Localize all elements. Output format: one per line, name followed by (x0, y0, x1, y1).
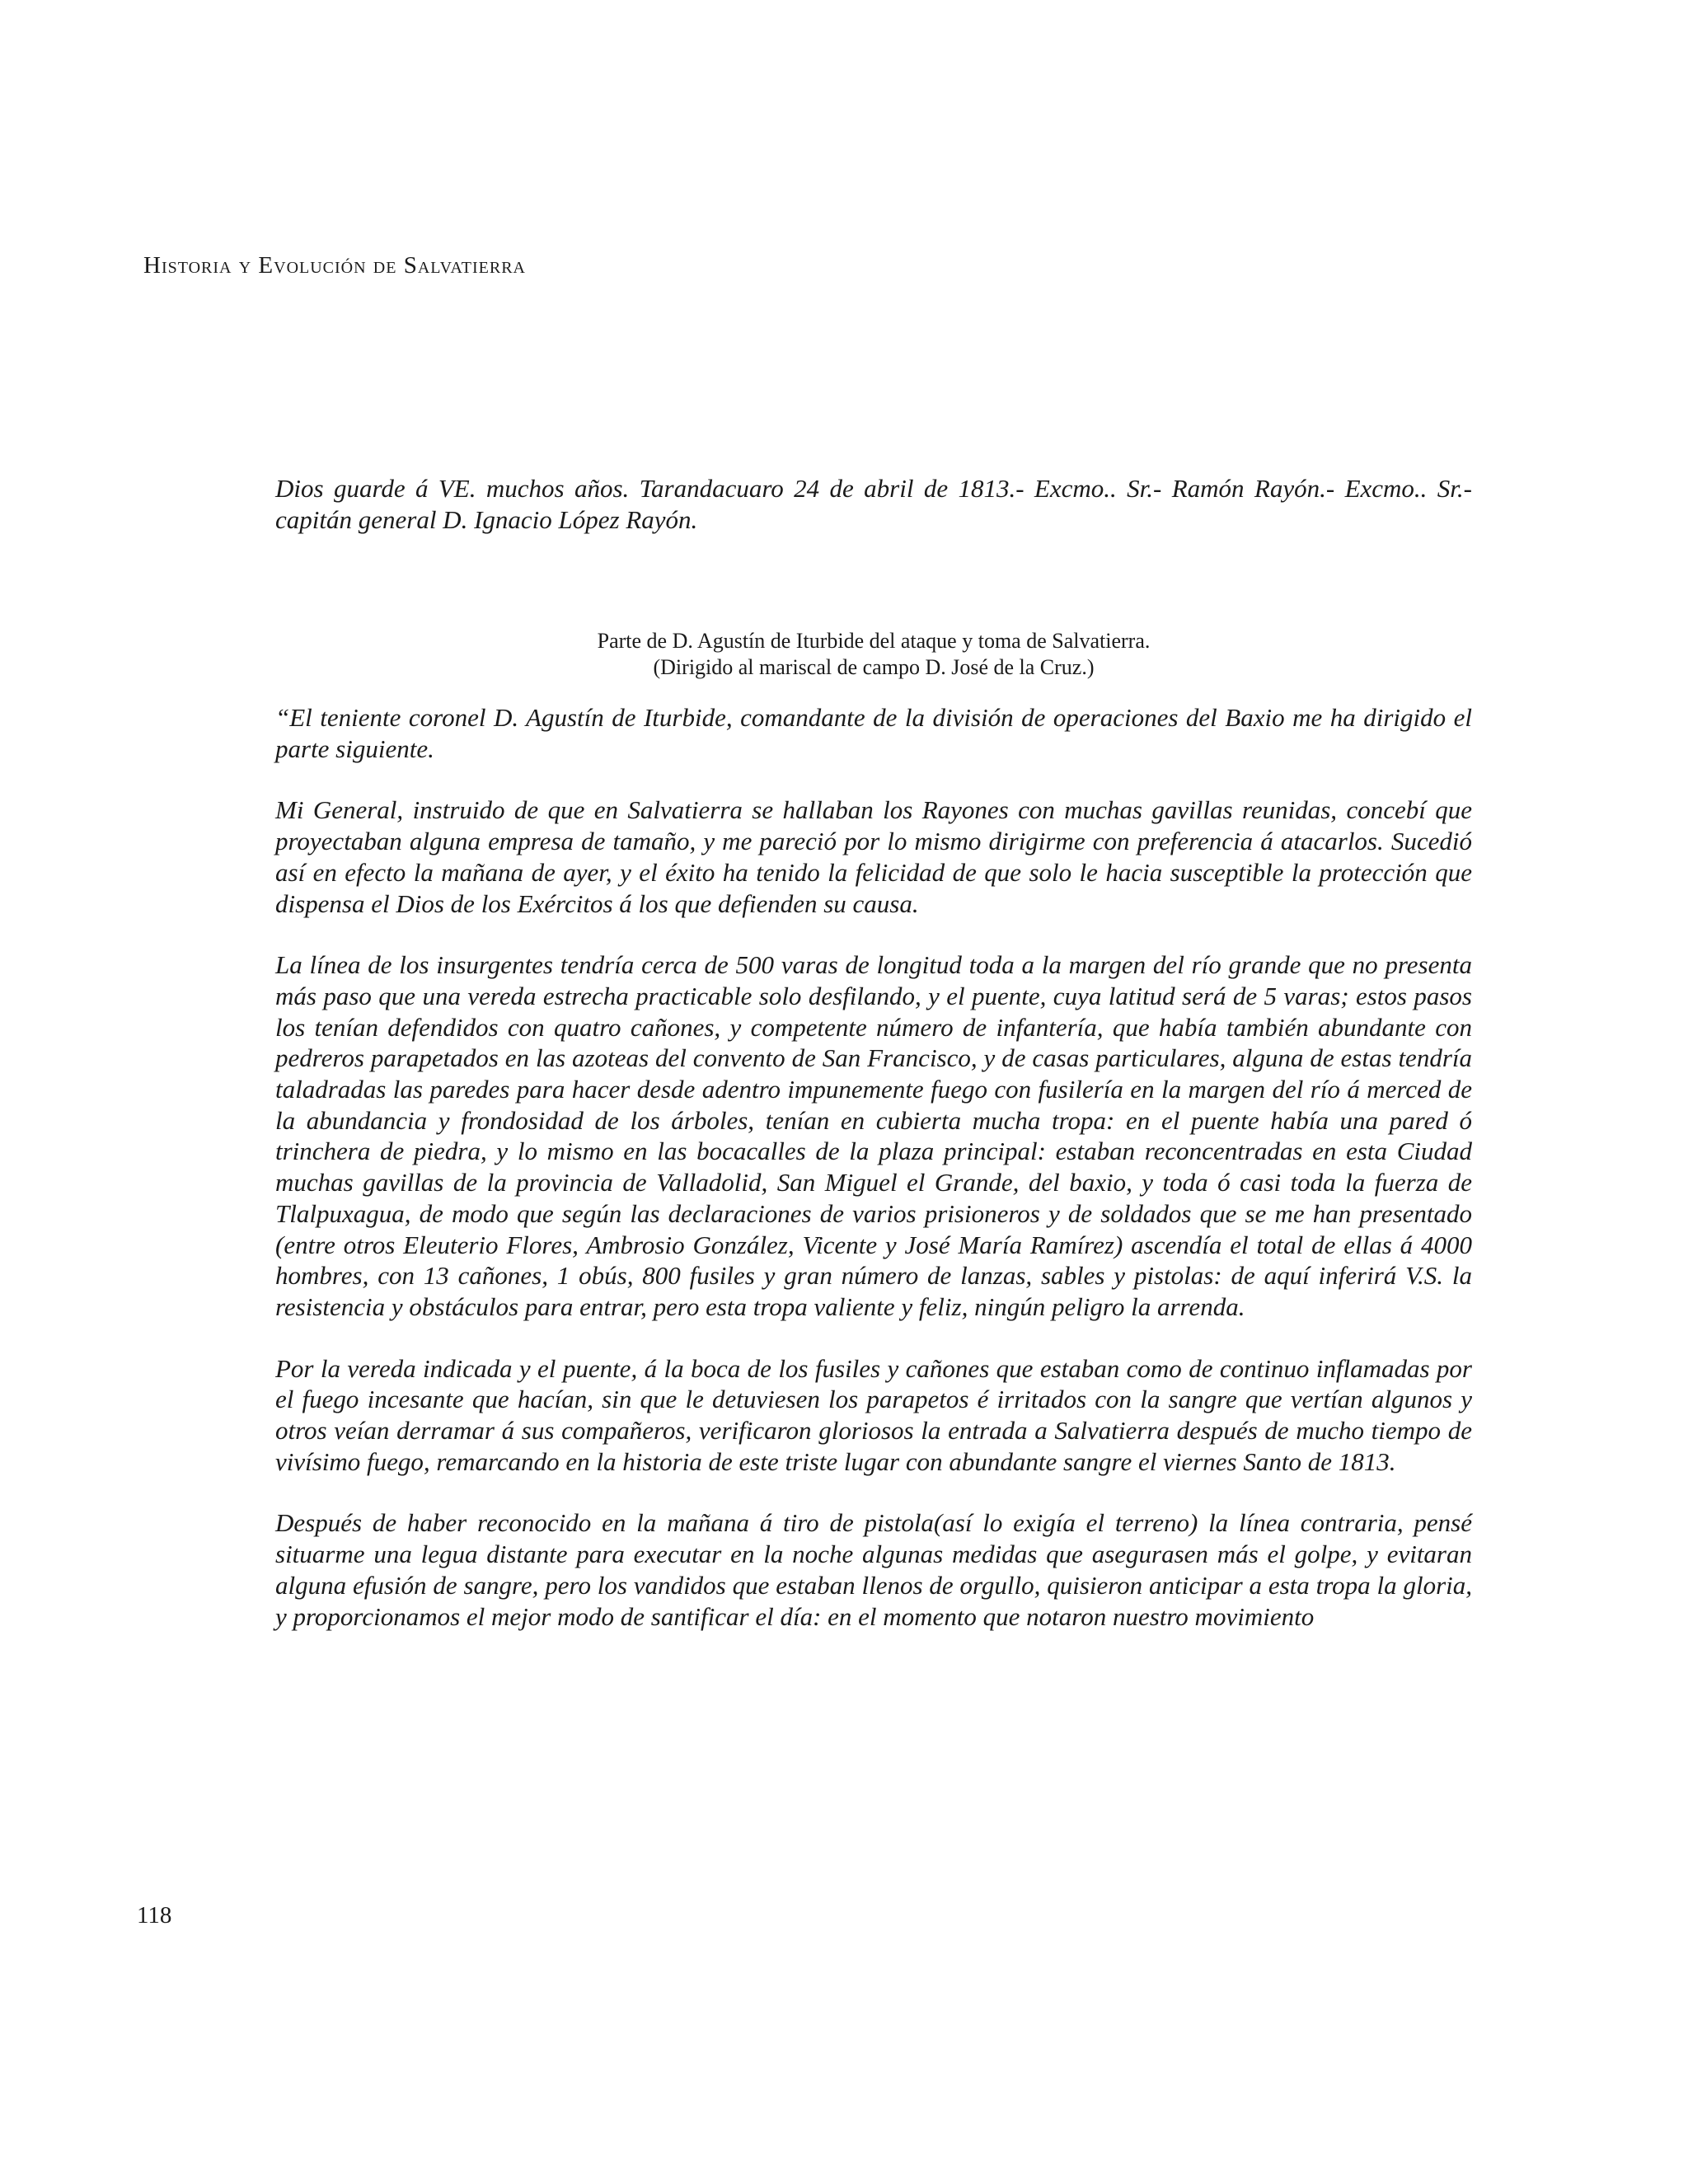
body-paragraph-4: Por la vereda indicada y el puente, á la boca de los fusiles y cañones que estaban como de continuo inflamadas por el fuego incesante que hacían, sin que le detuviesen los parapetos é irritados con la sangre que vertían algunos y otros veían derramar á sus compañeros, verificaron gloriosos la entrada a Salvatierra después de mucho tiempo de vivísimo fuego, remarcando en la historia de este triste lugar con abundante sangre el viernes Santo de 1813. (275, 1353, 1472, 1476)
document-heading (275, 628, 1472, 681)
document-heading-subtitle: (Dirigido al mariscal de campo D. José de la Cruz.) (653, 655, 1095, 679)
body-paragraph-5: Después de haber reconocido en la mañana á tiro de pistola(así lo exigía el terreno) la línea contraria, pensé situarme una legua distante para executar en la noche algunas medidas que asegurasen más el golpe, y evitaran alguna efusión de sangre, pero los vandidos que estaban llenos de orgullo, quisieron anticipar a esta tropa la gloria, y proporcionamos el mejor modo de santificar el día: en el momento que notaron nuestro movimiento (275, 1508, 1472, 1631)
body-text (275, 702, 1472, 1632)
closing-paragraph: Dios guarde á VE. muchos años. Tarandacuaro 24 de abril de 1813.- Excmo.. Sr.- Ramón Rayón.- Excmo.. Sr.- capitán general D. Ignacio López Rayón. (275, 474, 1472, 534)
body-paragraph-2: Mi General, instruido de que en Salvatierra se hallaban los Rayones con muchas gavillas reunidas, concebí que proyectaban alguna empresa de tamaño, y me pareció por lo mismo dirigirme con preferencia á atacarlos. Sucedió así en efecto la mañana de ayer, y el éxito ha tenido la felicidad de que solo le hacia susceptible la protección que dispensa el Dios de los Exércitos á los que defienden su causa. (275, 795, 1472, 918)
body-paragraph-1: “El teniente coronel D. Agustín de Iturbide, comandante de la división de operaciones del Baxio me ha dirigido el parte siguiente. (275, 703, 1472, 763)
running-head: Historia y Evolución de Salvatierra (143, 252, 526, 279)
closing-salutation (275, 473, 1472, 535)
document-heading-title: Parte de D. Agustín de Iturbide del ataque y toma de Salvatierra. (597, 629, 1151, 653)
page-number: 118 (137, 1902, 172, 1929)
body-paragraph-3: La línea de los insurgentes tendría cerca de 500 varas de longitud toda a la margen del río grande que no presenta más paso que una vereda estrecha practicable solo desfilando, y el puente, cuya latitud será de 5 varas; estos pasos los tenían defendidos con quatro cañones, y competente número de infantería, que había también abundante con pedreros parapetados en las azoteas del convento de San Francisco, y de casas particulares, alguna de estas tendría taladradas las paredes para hacer desde adentro impunemente fuego con fusilería en la margen del río á merced de la abundancia y frondosidad de los árboles, tenían en cubierta mucha tropa: en el puente había una pared ó trinchera de piedra, y lo mismo en las bocacalles de la plaza principal: estaban reconcentradas en esta Ciudad muchas gavillas de la provincia de Valladolid, San Miguel el Grande, del baxio, y toda ó casi toda la fuerza de Tlalpuxagua, de modo que según las declaraciones de varios prisioneros y de soldados que se me han presentado (entre otros Eleuterio Flores, Ambrosio González, Vicente y José María Ramírez) ascendía el total de ellas á 4000 hombres, con 13 cañones, 1 obús, 800 fusiles y gran número de lanzas, sables y pistolas: de aquí inferirá V.S. la resistencia y obstáculos para entrar, pero esta tropa valiente y feliz, ningún peligro la arrenda. (275, 950, 1472, 1321)
